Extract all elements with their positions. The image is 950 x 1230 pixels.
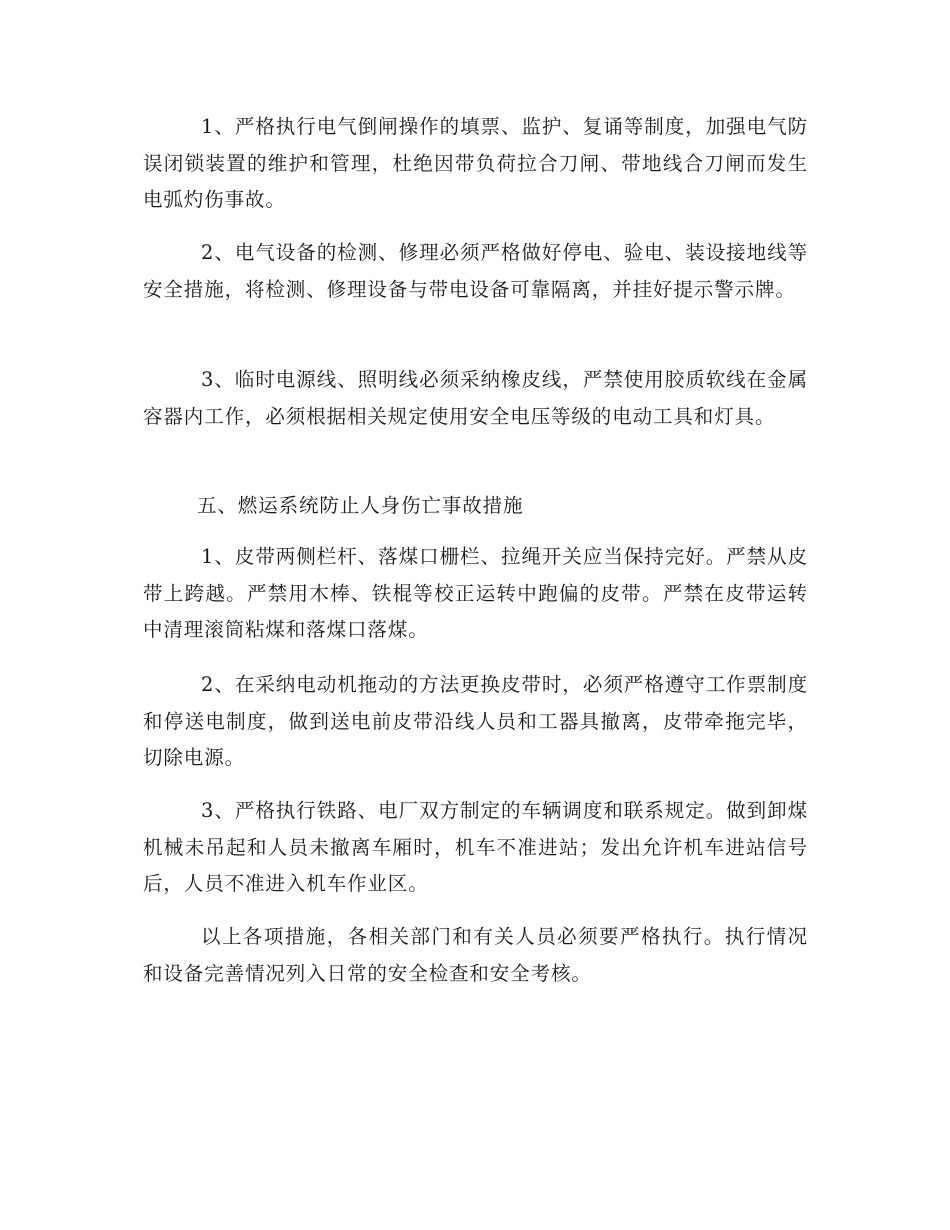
fuel-measure-paragraph-1: 1、皮带两侧栏杆、落煤口栅栏、拉绳开关应当保持完好。严禁从皮带上跨越。严禁用木棒、铁棍等校正运转中跑偏的皮带。严禁在皮带运转中清理滚筒粘煤和落煤口落煤。 [143,545,808,641]
measure-paragraph-1: 1、严格执行电气倒闸操作的填票、监护、复诵等制度，加强电气防误闭锁装置的维护和管理，杜绝因带负荷拉合刀闸、带地线合刀闸而发生电弧灼伤事故。 [143,115,808,211]
fuel-measure-paragraph-3: 3、严格执行铁路、电厂双方制定的车辆调度和联系规定。做到卸煤机械未吊起和人员未撤离车厢时，机车不准进站；发出允许机车进站信号后，人员不准进入机车作业区。 [143,799,808,895]
section-heading: 五、燃运系统防止人身伤亡事故措施 [197,494,524,517]
measure-paragraph-3: 3、临时电源线、照明线必须采纳橡皮线，严禁使用胶质软线在金属容器内工作，必须根据相关规定使用安全电压等级的电动工具和灯具。 [143,368,808,428]
fuel-measure-paragraph-2: 2、在采纳电动机拖动的方法更换皮带时，必须严格遵守工作票制度和停送电制度，做到送电前皮带沿线人员和工器具撤离，皮带牵拖完毕，切除电源。 [143,673,808,769]
measure-paragraph-2: 2、电气设备的检测、修理必须严格做好停电、验电、装设接地线等安全措施，将检测、修理设备与带电设备可靠隔离，并挂好提示警示牌。 [143,241,808,301]
closing-paragraph: 以上各项措施，各相关部门和有关人员必须要严格执行。执行情况和设备完善情况列入日常的安全检查和安全考核。 [143,925,808,985]
